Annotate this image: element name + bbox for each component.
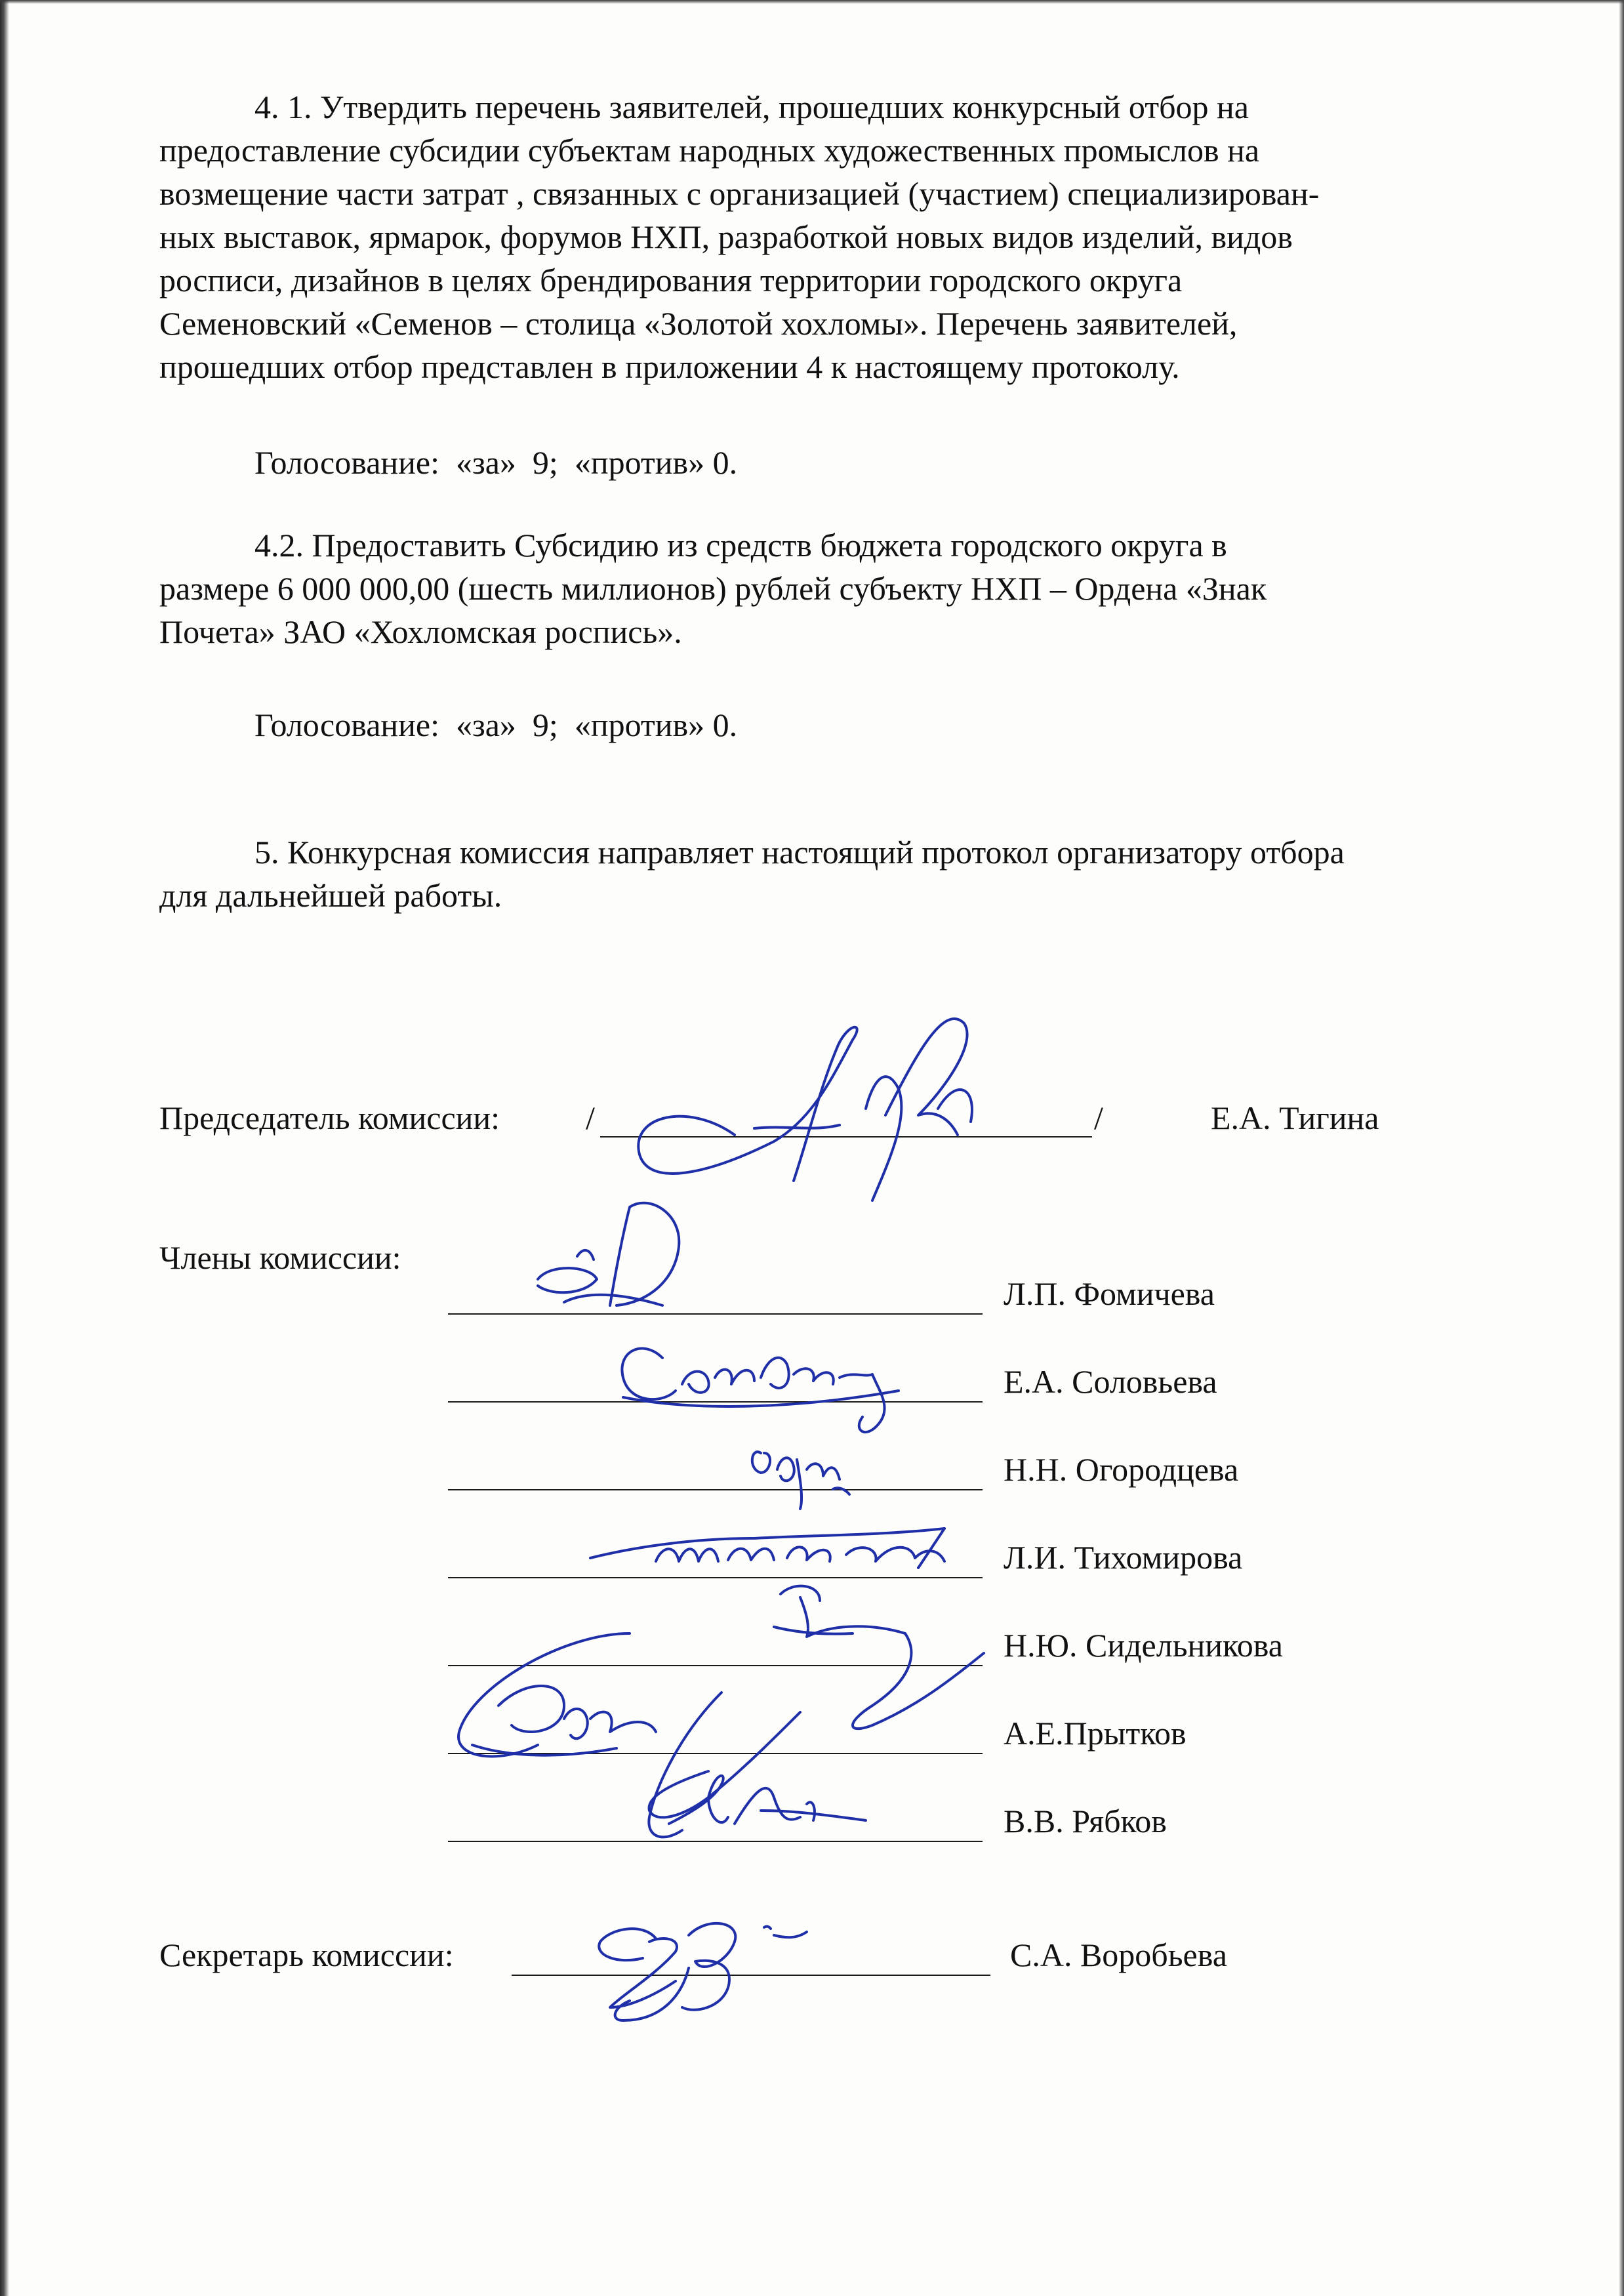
item-4-1-line: ных выставок, ярмарок, форумов НХП, разработкой новых видов изделий, видов [159, 218, 1293, 255]
item-4-1-line: 4. 1. Утвердить перечень заявителей, прошедших конкурсный отбор на [254, 89, 1249, 125]
member-name: Н.Ю. Сидельникова [1004, 1627, 1283, 1664]
item-4-2-line: Почета» ЗАО «Хохломская роспись». [159, 613, 682, 650]
scan-edge-right [1619, 0, 1624, 2296]
item-4-2-line: размере 6 000 000,00 (шесть миллионов) рублей субъекту НХП – Ордена «Знак [159, 570, 1267, 607]
secretary-name: С.А. Воробьева [1010, 1937, 1227, 1973]
member-signature-image [649, 1692, 866, 1837]
item-4-1-line: прошедших отбор представлен в приложении 4 к настоящему протоколу. [159, 348, 1180, 385]
item-4-1-line: предоставление субсидии субъектам народных художественных промыслов на [159, 132, 1260, 169]
item-4-1-vote: Голосование: «за» 9; «против» 0. [254, 444, 738, 481]
item-4-2-paragraph [159, 523, 1537, 653]
item-4-2-vote: Голосование: «за» 9; «против» 0. [254, 707, 738, 743]
member-name: В.В. Рябков [1004, 1803, 1167, 1839]
member-signature-line [448, 1841, 983, 1842]
member-name: Л.И. Тихомирова [1004, 1539, 1243, 1576]
member-name: А.Е.Прытков [1004, 1715, 1187, 1752]
members-label: Члены комиссии: [159, 1239, 401, 1276]
member-signature-line [448, 1665, 983, 1666]
item-4-1-line: Семеновский «Семенов – столица «Золотой хохломы». Перечень заявителей, [159, 305, 1238, 342]
secretary-signature-line [512, 1975, 990, 1976]
secretary-signature-image [599, 1923, 807, 2020]
member-signature-line [448, 1489, 983, 1490]
item-5-line: для дальнейшей работы. [159, 877, 502, 914]
item-4-2-line: 4.2. Предоставить Субсидию из средств бюджета городского округа в [254, 527, 1227, 564]
scan-edge-top [0, 0, 1624, 4]
member-signature-line [448, 1753, 983, 1754]
chairman-slash-close: / [1094, 1099, 1103, 1136]
member-signature-line [448, 1313, 983, 1315]
item-4-1-line: возмещение части затрат , связанных с организацией (участием) специализирован- [159, 175, 1320, 212]
item-4-1-line: росписи, дизайнов в целях брендирования территории городского округа [159, 262, 1183, 298]
member-signature-image [538, 1203, 679, 1305]
scan-edge-left [0, 0, 9, 2296]
chairman-label: Председатель комиссии: [159, 1099, 500, 1136]
secretary-label: Секретарь комиссии: [159, 1937, 454, 1973]
member-name: Е.А. Соловьева [1004, 1363, 1217, 1400]
member-signature-image [774, 1586, 984, 1729]
item-4-1-paragraph [159, 85, 1537, 388]
chairman-name: Е.А. Тигина [1211, 1099, 1379, 1136]
member-name: Л.П. Фомичева [1004, 1275, 1215, 1312]
member-signature-image [622, 1349, 899, 1433]
item-5-line: 5. Конкурсная комиссия направляет настоящий протокол организатору отбора [254, 834, 1345, 871]
chairman-slash-open: / [586, 1099, 595, 1136]
member-signature-line [448, 1577, 983, 1578]
chairman-signature-image [638, 1019, 972, 1200]
chairman-signature-line [600, 1136, 1092, 1138]
member-signature-line [448, 1401, 983, 1403]
member-signature-image [458, 1633, 656, 1756]
item-5-paragraph [159, 830, 1537, 917]
member-signature-image [752, 1452, 849, 1509]
member-name: Н.Н. Огородцева [1004, 1451, 1239, 1488]
member-signature-image [590, 1528, 944, 1568]
